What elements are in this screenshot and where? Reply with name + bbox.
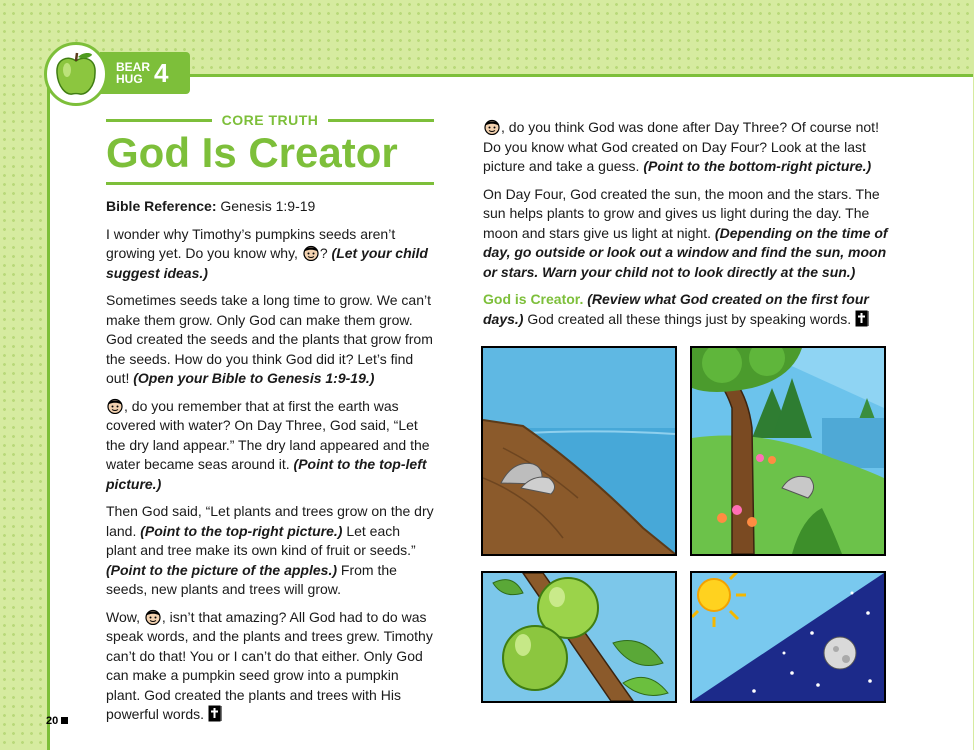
bible-icon [208,705,222,722]
rp3-cue: (Review what God created on the first four days.) [483,291,869,327]
badge-label-top: BEAR [116,60,151,74]
kicker [106,112,434,128]
page-title: God Is Creator [106,130,434,185]
p4-cue-2: (Point to the picture of the apples.) [106,561,337,578]
rp1-cue: (Point to the bottom-right picture.) [643,158,872,174]
kicker-rule-right [328,119,434,122]
page-number [46,715,68,727]
p3-cue: (Point to the top-left picture.) [106,456,427,492]
paragraph-5 [106,608,434,725]
apple-icon [54,51,98,97]
p4-text-a: Then God said, “Let plants and trees grow on the dry land. [106,503,434,539]
kicker-rule-left [106,119,212,122]
rp3-lead: God is Creator. [483,291,584,307]
right-column [483,118,893,329]
p3-text: , do you remember that at first the earth was covered with water? On Day Three, God said, “Let the dry land appear.” The dry land appeared and the water became seas around it. [106,397,430,472]
child-face-icon [483,118,501,135]
paragraph-1 [106,225,434,284]
bible-reference-value: Genesis 1:9-19 [220,198,316,214]
child-face-icon [144,608,162,625]
picture-sun-moon-stars [690,571,886,703]
p4-text-b: Let each plant and tree make its own kind of fruit or seeds.” [106,522,416,558]
rp3-text: God created all these things just by speaking words. [527,310,852,327]
p2-cue: (Open your Bible to Genesis 1:9-19.) [133,370,375,386]
p5-text-b: , isn’t that amazing? All God had to do was speak words, and the plants and trees grew. Timothy can’t do that! You or I can’t do that either. Only God can make a pumpkin seed grow into a pumpkin plant. God created the plants and trees with His powerful words. [106,608,433,722]
left-column [106,112,434,725]
p4-text-c: From the seeds, new plants and trees will grow. [106,561,397,597]
badge-number: 4 [154,57,169,88]
picture-land-and-sea [481,346,677,556]
rp2-text: On Day Four, God created the sun, the moon and the stars. The sun helps plants to grow and gives us light during the day. The moon and stars give us light at night. [483,185,880,241]
p1-text-a: I wonder why Timothy’s pumpkins seeds aren’t growing yet. Do you know why, [106,225,396,261]
rp2-cue: (Depending on the time of day, go outside or look out a window and find the sun, moon or stars. Warn your child not to look directly at the sun.) [483,224,888,280]
paragraph-3 [106,397,434,495]
paragraph-2 [106,291,434,389]
child-face-icon [106,397,124,414]
lesson-tab [100,52,190,94]
p2-text: Sometimes seeds take a long time to grow. We can’t make them grow. Only God can make them grow. God created the seeds and the plants that grow from the seeds. How do you think God did it? Let’s find out! [106,292,433,386]
p1-text-b: ? [319,245,328,261]
p4-cue-1: (Point to the top-right picture.) [140,522,343,539]
bible-reference-label: Bible Reference: [106,198,217,214]
rp1-text: , do you think God was done after Day Three? Of course not! Do you know what God created on Day Four? Look at the last picture and take a guess. [483,119,879,174]
badge-label-bottom: HUG [116,72,143,86]
picture-apples [481,571,677,703]
bible-icon [855,310,869,327]
right-paragraph-2 [483,185,893,283]
apple-badge [44,42,108,106]
core-truth-label: CORE TRUTH [221,112,319,128]
page-number-value: 20 [46,715,59,727]
p5-text-a: Wow, [106,608,144,625]
right-paragraph-1 [483,118,893,177]
right-paragraph-3 [483,290,893,329]
page-number-marker [61,717,68,724]
bible-reference [106,197,434,217]
p1-cue: (Let your child suggest ideas.) [106,245,428,281]
picture-plants-and-trees [690,346,886,556]
paragraph-4 [106,502,434,600]
child-face-icon [302,244,320,261]
